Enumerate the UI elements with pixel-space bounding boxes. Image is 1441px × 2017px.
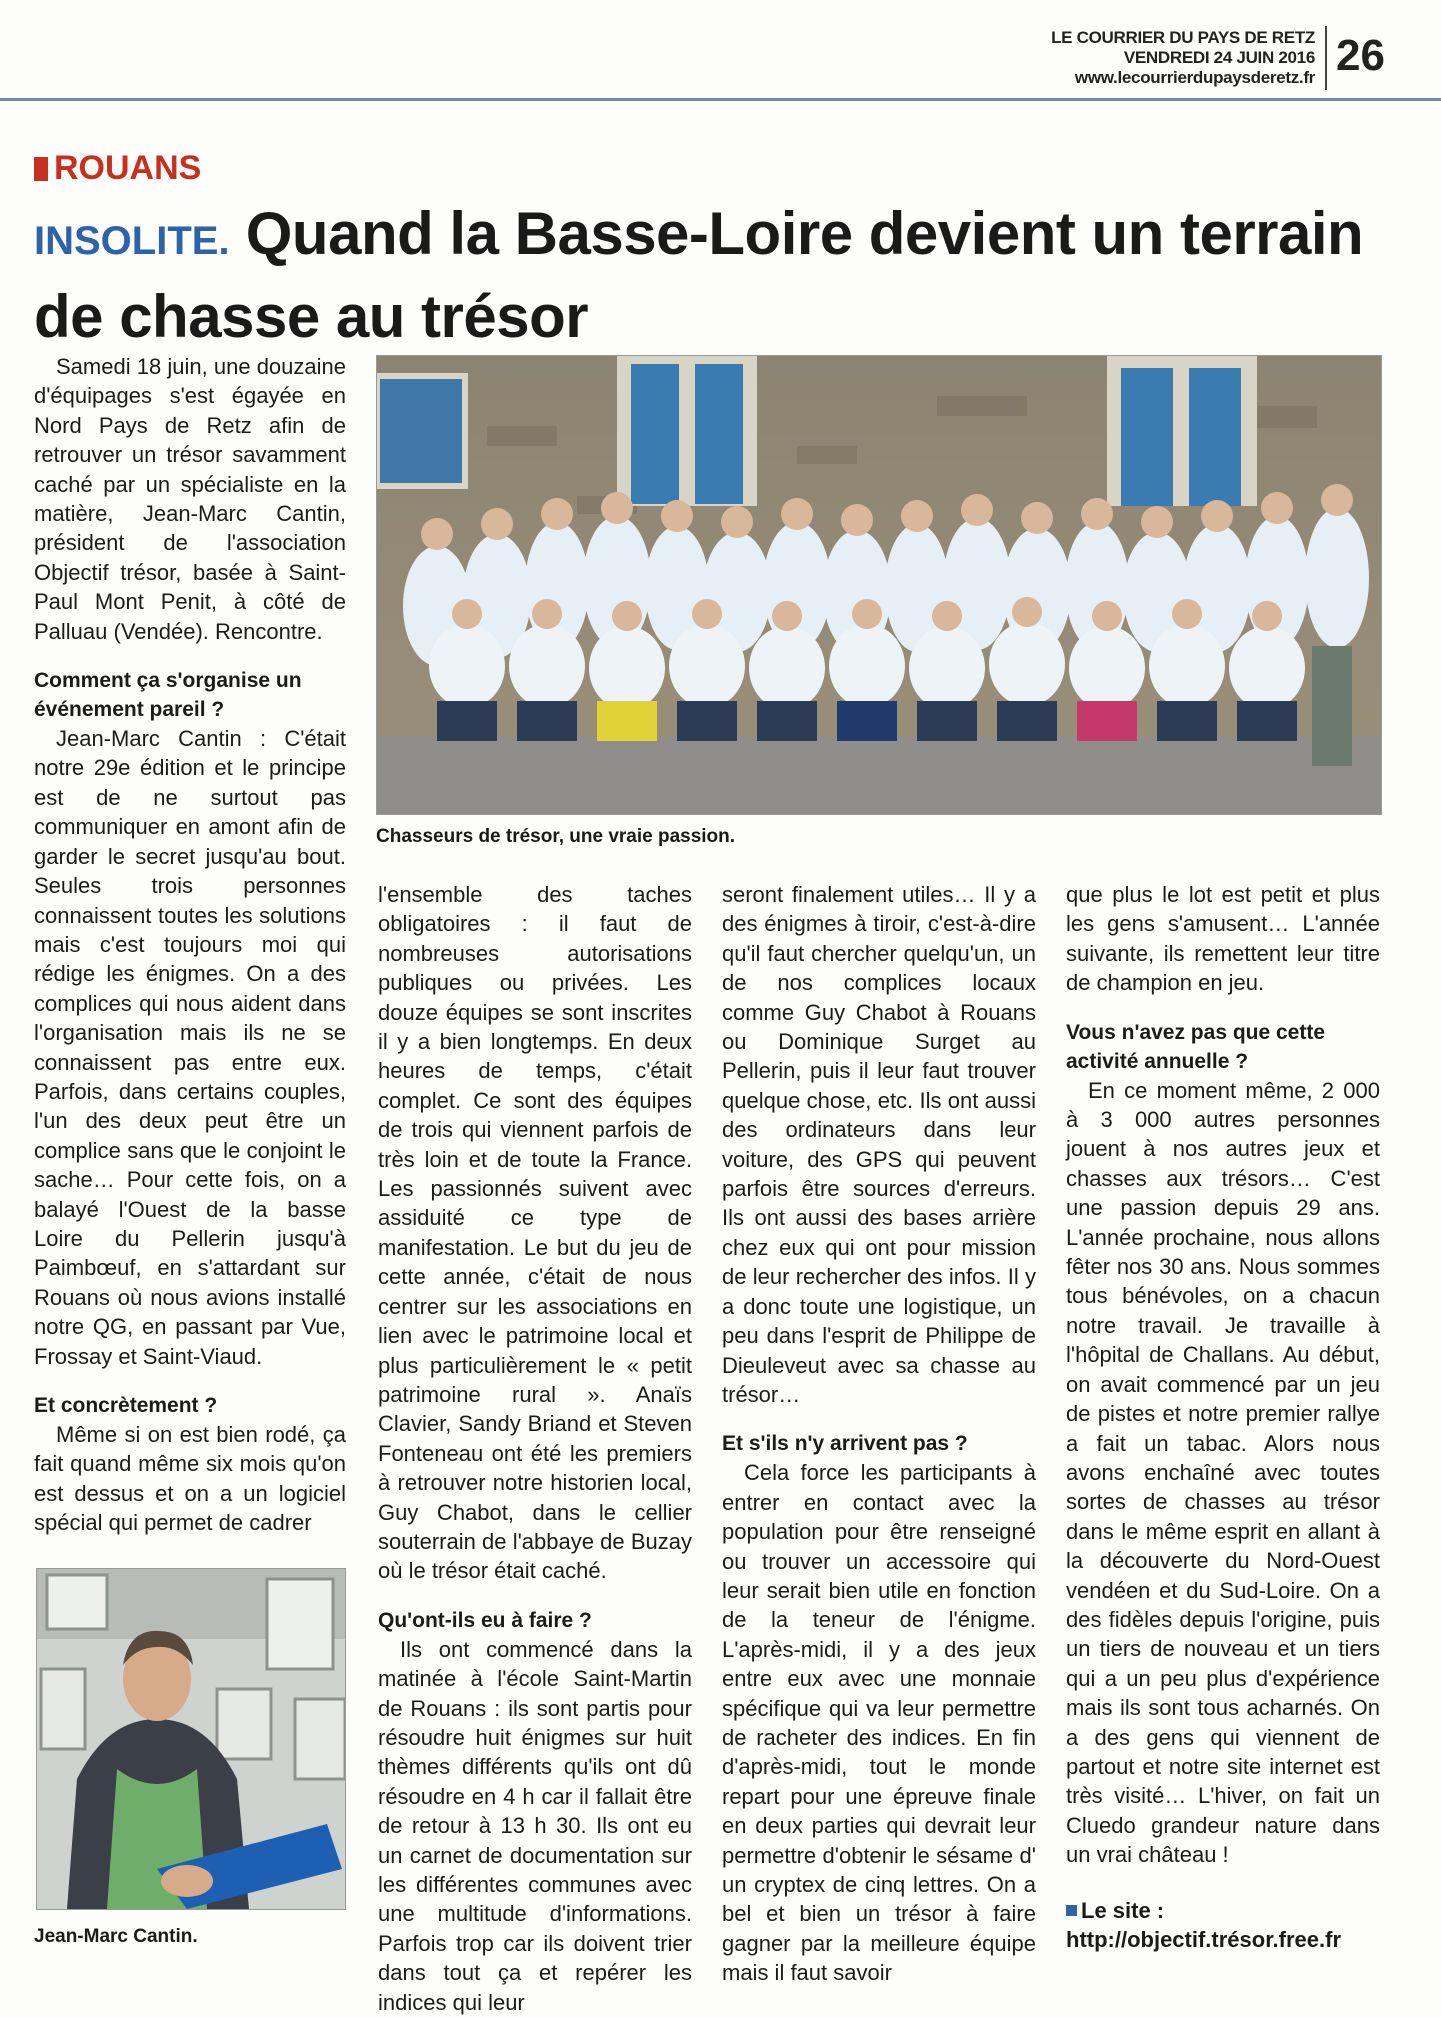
site-line xyxy=(1066,1896,1380,1954)
intro-paragraph: Samedi 18 juin, une douzaine d'équipages s'est égayée en Nord Pays de Retz afin de retrouver un trésor savamment caché par un spécialiste en la matière, Jean-Marc Cantin, président de l'association Objectif trésor, basée à Saint-Paul Mont Penit, à côté de Palluau (Vendée). Rencontre. xyxy=(34,354,346,644)
group-photo-image xyxy=(377,356,1381,814)
page-number: 26 xyxy=(1336,31,1385,80)
group-photo-caption: Chasseurs de trésor, une vraie passion. xyxy=(376,826,736,847)
col2-paragraph-1: l'ensemble des taches obligatoires : il faut de nombreuses autorisations publiques ou privées. Les douze équipes se sont inscrites il y a bien longtemps. En deux heures de temps, c'était complet. Ce sont des équipes de trois qui viennent parfois de très loin et de toute la France. Les passionnés suivent avec assiduité ce type de manifestation. Le but du jeu de cette année, c'était de nous centrer sur les associations en lien avec le patrimoine local et plus particulièrement le « petit patrimoine rural ». Anaïs Clavier, Sandy Briand et Steven Fonteneau ont été les premiers à retrouver notre historien local, Guy Chabot, dans le cellier souterrain de l'abbaye de Buzay où le trésor était caché. xyxy=(378,882,692,1584)
col3-paragraph-1: seront finalement utiles… Il y a des énigmes à tiroir, c'est-à-dire qu'il faut chercher quelqu'un, un de nos complices locaux comme Guy Chabot à Rouans ou Dominique Surget au Pellerin, puis il leur faut trouver quelque chose, etc. Ils ont aussi des ordinateurs dans leur voiture, des GPS qui peuvent parfois être sources d'erreurs. Ils ont aussi des bases arrière chez eux qui ont pour mission de leur rechercher des infos. Il y a donc toute une logistique, un peu dans l'esprit de Philippe de Dieuleveut avec sa chasse au trésor… xyxy=(722,882,1036,1407)
masthead-divider xyxy=(1325,26,1327,90)
question-1: Comment ça s'organise un événement pareil ? xyxy=(34,669,302,722)
site-link-text: Le site : http://objectif.trésor.free.fr xyxy=(1066,1897,1342,1952)
section-square-icon xyxy=(34,157,48,181)
section-label xyxy=(34,148,201,188)
headline-title: Quand la Basse-Loire devient un terrain de chasse au trésor xyxy=(34,200,1364,350)
portrait-photo-image xyxy=(37,1569,345,1909)
column-4 xyxy=(1066,880,1380,1954)
question-3: Qu'ont-ils eu à faire ? xyxy=(378,1608,592,1632)
column-1 xyxy=(34,352,346,1538)
issue-date: VENDREDI 24 JUIN 2016 xyxy=(1123,48,1315,67)
top-rule xyxy=(0,98,1441,101)
newspaper-name: LE COURRIER DU PAYS DE RETZ xyxy=(1051,28,1315,47)
question-5: Vous n'avez pas que cette activité annuelle ? xyxy=(1066,1020,1326,1073)
answer-2: Même si on est bien rodé, ça fait quand même six mois qu'on est dessus et on a un logiciel spécial qui permet de cadrer xyxy=(34,1422,346,1536)
group-photo xyxy=(376,355,1382,815)
answer-3: Ils ont commencé dans la matinée à l'école Saint-Martin de Rouans : ils sont partis pour résoudre huit énigmes sur huit thèmes différents qu'ils ont dû résoudre en 4 h car il fallait être de retour à 13 h 30. Ils ont eu un carnet de documentation sur les différentes communes avec une multitude d'informations. Parfois trop car ils doivent trier dans tout ça et repérer les indices qui leur xyxy=(378,1636,692,2015)
website-url: www.lecourrierdupaysderetz.fr xyxy=(1074,68,1315,87)
column-3 xyxy=(722,880,1036,1988)
answer-1: Jean-Marc Cantin : C'était notre 29e édition et le principe est de ne surtout pas communiquer en amont afin de garder le secret jusqu'au bout. Seules trois personnes connaissent toutes les solutions mais c'est toujours moi qui rédige les énigmes. On a des complices qui nous aident dans l'organisation mais ils ne se connaissent pas entre eux. Parfois, dans certains couples, l'un des deux peut être un complice sans que le conjoint le sache… Pour cette fois, on a balayé l'Ouest de la basse Loire du Pellerin jusqu'à Paimbœuf, en s'attardant sur Rouans où nous avions installé notre QG, en passant par Vue, Frossay et Saint-Viaud. xyxy=(34,726,346,1369)
answer-4: Cela force les participants à entrer en contact avec la population pour être renseigné ou trouver un accessoire qui leur serait bien utile en fonction de la teneur de l'énigme. L'après-midi, il y a des jeux entre eux avec une monnaie spécifique qui va leur permettre de racheter des indices. En fin d'après-midi, tout le monde repart pour une épreuve finale en deux parties qui devrait leur permettre d'obtenir le sésame d' un cryptex de cinq lettres. On a bel et bien un trésor à faire gagner par la meilleure équipe mais il faut savoir xyxy=(722,1460,1036,1986)
square-bullet-icon xyxy=(1066,1905,1077,1916)
masthead-text xyxy=(1051,28,1315,88)
question-2: Et concrètement ? xyxy=(34,1394,218,1417)
section-name: ROUANS xyxy=(54,149,202,187)
portrait-caption: Jean-Marc Cantin. xyxy=(34,1926,198,1947)
headline-kicker: INSOLITE. xyxy=(34,219,230,263)
column-2 xyxy=(378,880,692,2017)
headline xyxy=(34,196,1394,355)
question-4: Et s'ils n'y arrivent pas ? xyxy=(722,1432,968,1456)
answer-5: En ce moment même, 2 000 à 3 000 autres personnes jouent à nos autres jeux et chasses aux trésors… C'est une passion depuis 29 ans. L'année prochaine, nous allons fêter nos 30 ans. Nous sommes tous bénévoles, on a chacun notre travail. Je travaille à l'hôpital de Challans. Au début, on avait commencé par un jeu de pistes et notre premier rallye a fait un tabac. Alors nous avons enchaîné avec toutes sortes de chasses au trésor dans le même esprit en allant à la découverte du Nord-Ouest vendéen et du Sud-Loire. On a des fidèles depuis l'origine, puis un tiers de nouveau et un tiers qui a un peu plus d'expérience mais ils sont tous acharnés. On a des gens qui viennent de partout et notre site internet est très visité… L'hiver, on fait un Cluedo grandeur nature dans un vrai château ! xyxy=(1066,1077,1380,1868)
masthead xyxy=(785,24,1385,96)
col4-paragraph-1: que plus le lot est petit et plus les gens s'amusent… L'année suivante, ils remettent leur titre de champion en jeu. xyxy=(1066,882,1380,996)
portrait-photo xyxy=(36,1568,346,1910)
